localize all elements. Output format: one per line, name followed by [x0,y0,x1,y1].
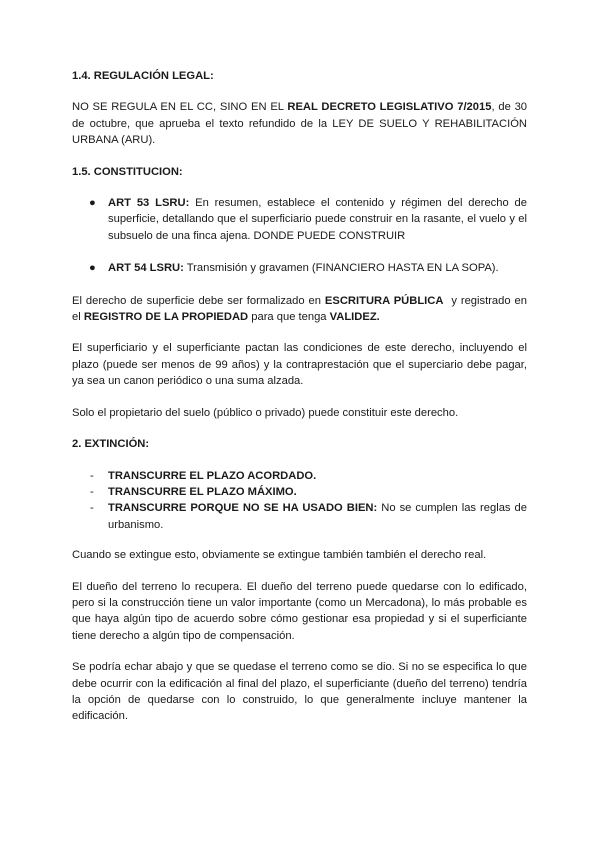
dash-icon: - [90,469,94,482]
document-page [72,68,531,740]
text-span: Transmisión y gravamen (FINANCIERO HASTA EN LA SOPA). [183,262,499,275]
text-span: y registrado en el [72,294,531,324]
bold-span: ESCRITURA PÚBLICA [324,294,444,307]
bullet-icon: ● [89,197,96,210]
bold-span: REGISTRO DE LA PROPIEDAD [83,311,249,324]
dash-icon: - [90,485,94,498]
paragraph-propietario: Solo el propietario del suelo (público o privado) puede constituir este derecho. [72,406,459,419]
text-span: El derecho de superficie debe ser formalizado en [72,294,325,307]
heading-regulacion-legal: 1.4. REGULACIÓN LEGAL: [72,70,214,82]
text-span: , de 30 de octubre, que aprueba el texto refundido de la LEY DE SUELO Y REHABILITACIÓN URBANA (ARU). [72,101,528,147]
paragraph-echar-abajo: Se podría echar abajo y que se quedase el terreno como se dio. Si no se especifica lo que debe ocurrir con la edificación al final del plazo, el superficiante (dueño del terreno) tendría la opción de quedarse con lo construido, lo que generalmente incluye mantener la edificación. [72,661,527,723]
list-item [72,484,527,500]
list-item [72,260,527,276]
bold-span: REAL DECRETO LEGISLATIVO 7/2015 [287,101,492,114]
text-span: No se cumplen las reglas de urbanismo. [108,502,527,531]
text-span: para que tenga [248,311,330,324]
dash-icon: - [90,502,94,515]
text-span: En resumen, establece el contenido y régimen del derecho de superficie, detallando que el superficiario puede construir en la rasante, el vuelo y el subsuelo de una finca ajena. DONDE PUEDE CONSTRUIR [108,197,527,242]
paragraph-dueno: El dueño del terreno lo recupera. El dueño del terreno puede quedarse con lo edificado, pero si la construcción tiene un valor importante (como un Mercadona), lo más probable es que haya algún tipo de acuerdo sobre cómo gestionar esa propiedad y si el superficiante tiene derecho a algún tipo de compensación. [72,580,527,642]
paragraph-condiciones: El superficiario y el superficiante pactan las condiciones de este derecho, incluyendo el plazo (puede ser menos de 99 años) y la contraprestación que el superciario debe pagar, ya sea un canon periódico o una suma alzada. [72,342,527,388]
bold-span: TRANSCURRE PORQUE NO SE HA USADO BIEN: [108,502,378,515]
bold-span: ART 54 LSRU: [108,262,184,275]
bullet-list [72,195,527,277]
bold-span: TRANSCURRE EL PLAZO ACORDADO. [108,469,317,482]
dash-list [72,468,527,534]
paragraph-extingue: Cuando se extingue esto, obviamente se extingue también también el derecho real. [72,549,487,562]
bold-span: TRANSCURRE EL PLAZO MÁXIMO. [108,485,297,498]
bullet-icon: ● [89,262,96,275]
list-item [72,500,527,533]
text-span: NO SE REGULA EN EL CC, SINO EN EL [72,101,288,114]
paragraph-formalizacion [72,293,531,326]
list-item [72,195,527,244]
paragraph-regulacion [72,99,527,148]
bold-span: VALIDEZ. [329,311,380,324]
heading-extincion: 2. EXTINCIÓN: [72,438,150,451]
heading-constitucion: 1.5. CONSTITUCION: [72,165,183,178]
bold-span: ART 53 LSRU: [108,197,190,210]
list-item [72,468,527,484]
